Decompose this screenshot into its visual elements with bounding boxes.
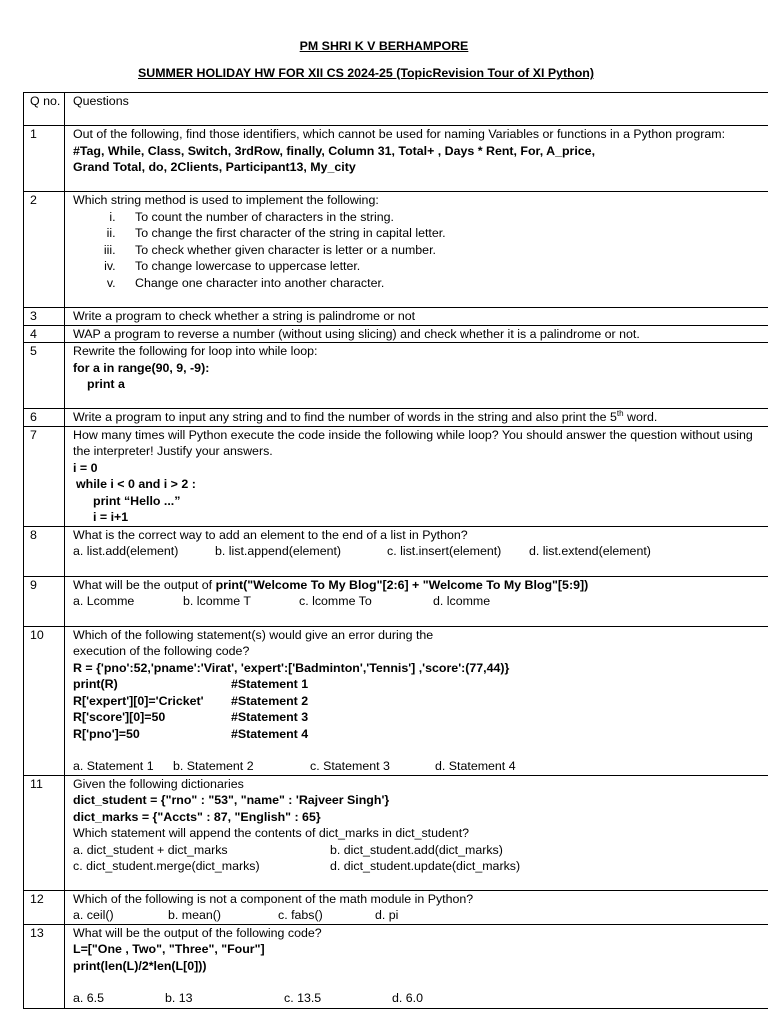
- option: c. 13.5: [284, 991, 322, 1005]
- question-number: 9: [24, 576, 65, 626]
- statement-label: #Statement 1: [231, 677, 309, 691]
- code-statement: R['score'][0]=50: [73, 710, 166, 724]
- question-text: Rewrite the following for loop into while loop:: [73, 344, 318, 358]
- options-row: [73, 593, 768, 610]
- question-number: 10: [24, 626, 65, 775]
- question-row: [24, 576, 768, 626]
- code-line: while i < 0 and i > 2 :: [76, 477, 196, 491]
- question-row: [24, 924, 768, 1008]
- question-text: Which of the following is not a component of the math module in Python?: [73, 891, 474, 906]
- question-row: [24, 409, 768, 427]
- question-row: [24, 890, 768, 924]
- question-text: How many times will Python execute the code inside the following while loop? You should answer the question without using the interpreter! Justify your answers.: [73, 427, 753, 458]
- code-line: [73, 726, 768, 743]
- question-text: Which of the following statement(s) would give an error during the: [73, 627, 434, 642]
- questions-table: [23, 92, 768, 1009]
- option: c. fabs(): [278, 908, 323, 922]
- code-line: print(len(L)/2*len(L[0])): [73, 958, 207, 973]
- questions-header: Questions: [65, 93, 768, 126]
- question-number: 2: [24, 192, 65, 308]
- list-item: iv. To change lowercase to uppercase letter.: [119, 258, 768, 275]
- question-number: 13: [24, 924, 65, 1008]
- option: c. dict_student.merge(dict_marks): [73, 859, 260, 873]
- question-row: [24, 526, 768, 576]
- code-line: dict_marks = {"Accts" : 87, "English" : 65}: [73, 809, 321, 824]
- homework-title: SUMMER HOLIDAY HW FOR XII CS 2024-25 (TopicRevision Tour of XI Python): [138, 66, 594, 80]
- option: d. list.extend(element): [529, 544, 651, 558]
- statement-label: #Statement 3: [231, 710, 309, 724]
- option: d. pi: [375, 908, 399, 922]
- option: a. Statement 1: [73, 759, 154, 773]
- option: b. list.append(element): [215, 544, 342, 558]
- code-line: i = 0: [73, 460, 98, 475]
- string-method-list: [73, 209, 768, 292]
- question-row: [24, 126, 768, 192]
- question-number: 4: [24, 325, 65, 343]
- code-line: [73, 676, 768, 693]
- question-text: execution of the following code?: [73, 644, 250, 658]
- option: b. lcomme T: [183, 594, 251, 608]
- question-text: What will be the output of: [73, 577, 216, 592]
- option: d. Statement 4: [435, 759, 516, 773]
- code-statement: print(R): [73, 677, 118, 691]
- list-item: ii. To change the first character of the string in capital letter.: [119, 225, 768, 242]
- code-line: R = {'pno':52,'pname':'Virat', 'expert':['Badminton','Tennis'] ,'score':(77,44)}: [73, 660, 510, 675]
- options-row: [73, 758, 768, 775]
- list-item: iii. To check whether given character is letter or a number.: [119, 242, 768, 259]
- question-text: Out of the following, find those identifiers, which cannot be used for naming Variables or functions in a Python program:: [73, 127, 726, 141]
- code-line: L=["One , Two", "Three", "Four"]: [73, 942, 265, 956]
- option: d. 6.0: [392, 991, 424, 1005]
- question-text: What will be the output of the following code?: [73, 925, 322, 940]
- option: b. dict_student.add(dict_marks): [330, 842, 503, 857]
- question-number: 6: [24, 409, 65, 427]
- code-line: for a in range(90, 9, -9):: [73, 360, 210, 375]
- identifiers-line-1: #Tag, While, Class, Switch, 3rdRow, finally, Column 31, Total+ , Days * Rent, For, A_price,: [73, 143, 596, 158]
- option: a. ceil(): [73, 908, 114, 922]
- question-text: WAP a program to reverse a number (without using slicing) and check whether it is a palindrome or not.: [65, 325, 768, 343]
- question-number: 1: [24, 126, 65, 192]
- options-row: [73, 990, 768, 1007]
- options-row: [73, 543, 768, 560]
- code-line: dict_student = {"rno" : "53", "name" : 'Rajveer Singh'}: [73, 793, 390, 807]
- option: b. mean(): [168, 908, 222, 922]
- question-text: Given the following dictionaries: [73, 776, 244, 791]
- code-inline: print("Welcome To My Blog"[2:6] + "Welcome To My Blog"[5:9]): [215, 577, 589, 592]
- code-line: [73, 693, 768, 710]
- identifiers-line-2: Grand Total, do, 2Clients, Participant13, My_city: [73, 160, 356, 174]
- code-statement: R['pno']=50: [73, 726, 140, 741]
- question-text: Write a program to check whether a string is palindrome or not: [65, 308, 768, 326]
- question-text: Which string method is used to implement the following:: [73, 193, 379, 207]
- option: a. 6.5: [73, 991, 105, 1005]
- option: a. Lcomme: [73, 594, 135, 608]
- question-number: 5: [24, 343, 65, 409]
- qno-header: Q no.: [24, 93, 65, 126]
- question-text: Which statement will append the contents of dict_marks in dict_student?: [73, 826, 470, 840]
- table-header-row: [24, 93, 768, 126]
- code-statement: R['expert'][0]='Cricket': [73, 693, 204, 708]
- question-number: 7: [24, 426, 65, 526]
- option: b. Statement 2: [173, 759, 254, 773]
- option: d. dict_student.update(dict_marks): [330, 859, 521, 873]
- question-number: 3: [24, 308, 65, 326]
- question-row: [24, 626, 768, 775]
- question-number: 8: [24, 526, 65, 576]
- question-row: [24, 192, 768, 308]
- list-item: i. To count the number of characters in the string.: [119, 209, 768, 226]
- question-row: [24, 426, 768, 526]
- superscript: th: [616, 408, 624, 418]
- option: a. list.add(element): [73, 544, 179, 558]
- list-item: v. Change one character into another character.: [119, 275, 768, 292]
- options-row: [73, 907, 768, 924]
- question-text: Write a program to input any string and to find the number of words in the string and also print the 5: [73, 410, 617, 424]
- question-text-tail: word.: [623, 410, 658, 424]
- question-row: [24, 308, 768, 326]
- question-row: [24, 775, 768, 890]
- statement-label: #Statement 2: [231, 693, 309, 708]
- option: b. 13: [165, 991, 193, 1005]
- option: c. lcomme To: [299, 594, 372, 608]
- code-line: print “Hello ...”: [93, 493, 181, 508]
- code-line: i = i+1: [93, 510, 129, 524]
- code-line: [73, 709, 768, 726]
- statement-label: #Statement 4: [231, 726, 309, 741]
- options-row: [73, 842, 768, 859]
- code-line: print a: [87, 377, 125, 391]
- school-name: PM SHRI K V BERHAMPORE: [299, 39, 469, 53]
- option: d. lcomme: [433, 594, 491, 608]
- question-number: 11: [24, 775, 65, 890]
- question-row: [24, 343, 768, 409]
- question-row: [24, 325, 768, 343]
- option: a. dict_student + dict_marks: [73, 842, 228, 857]
- option: c. Statement 3: [310, 759, 390, 773]
- question-number: 12: [24, 890, 65, 924]
- option: c. list.insert(element): [387, 544, 502, 558]
- options-row: [73, 858, 768, 875]
- question-text: What is the correct way to add an element to the end of a list in Python?: [73, 527, 468, 542]
